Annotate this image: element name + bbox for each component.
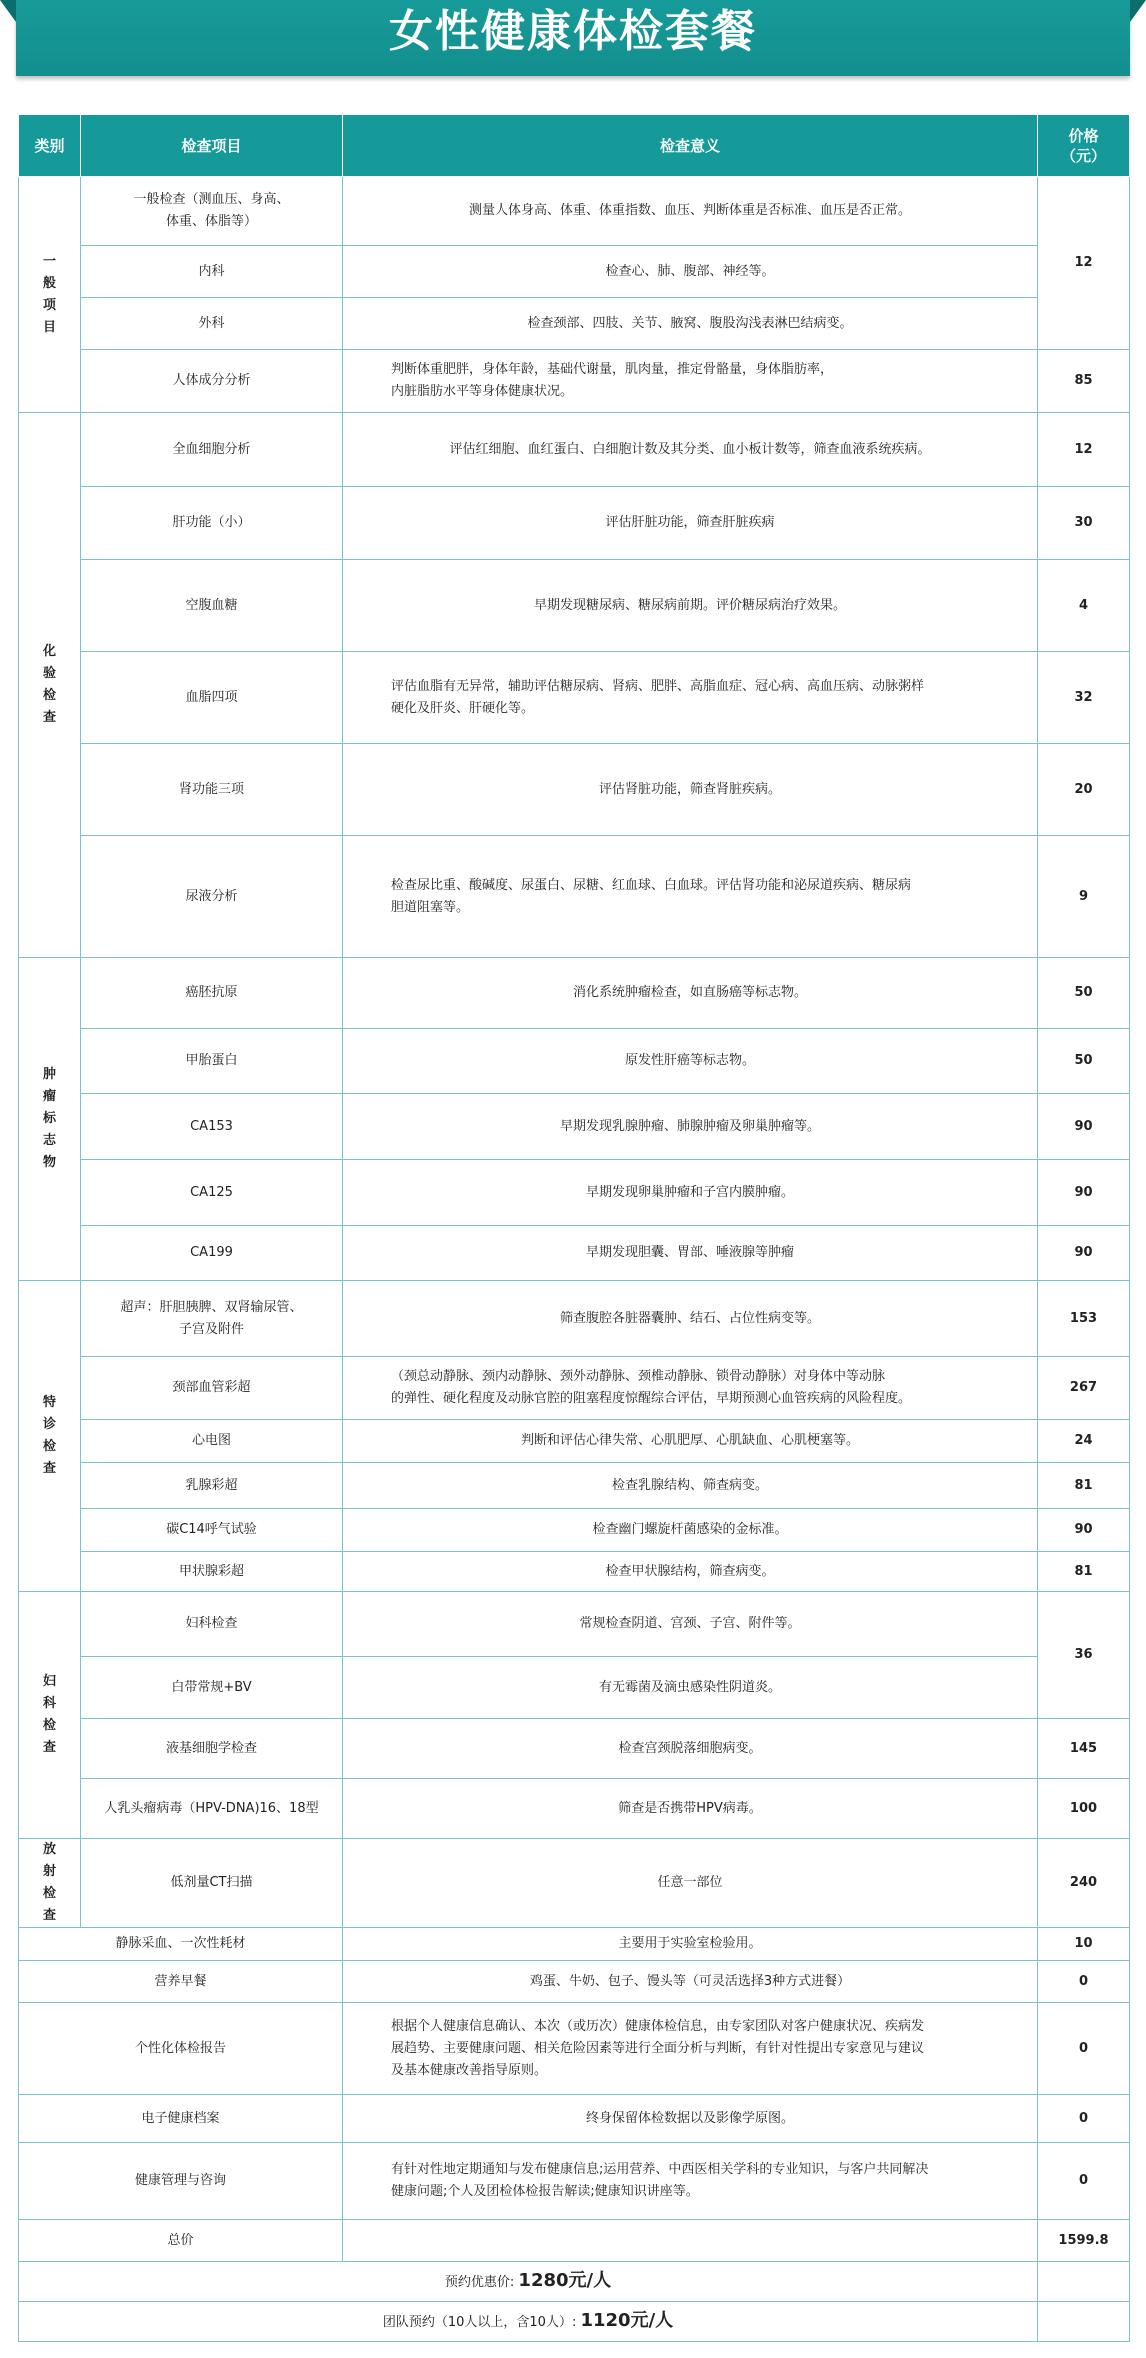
- price-cell: 36: [1038, 1592, 1130, 1719]
- meaning-cell: 早期发现卵巢肿瘤和子宫内膜肿瘤。: [343, 1160, 1038, 1226]
- meaning-cell: 鸡蛋、牛奶、包子、馒头等（可灵活选择3种方式进餐）: [343, 1961, 1038, 2003]
- price-cell: 0: [1038, 2003, 1130, 2095]
- price-cell: 12: [1038, 177, 1130, 350]
- group-empty: [1038, 2302, 1130, 2342]
- header-meaning: 检查意义: [343, 115, 1038, 177]
- item-cell: 一般检查（测血压、身高、 体重、体脂等）: [81, 177, 343, 246]
- meaning-cell: 有针对性地定期通知与发布健康信息;运用营养、中西医相关学科的专业知识，与客户共同解决 健康问题;个人及团检体检报告解读;健康知识讲座等。: [343, 2143, 1038, 2220]
- table-row: [19, 246, 1130, 298]
- meaning-cell: 早期发现糖尿病、糖尿病前期。评价糖尿病治疗效果。: [343, 560, 1038, 652]
- booking-row: [19, 2262, 1130, 2302]
- table-row: [19, 1420, 1130, 1463]
- table-row: [19, 1552, 1130, 1592]
- item-cell: 心电图: [81, 1420, 343, 1463]
- meaning-cell: 检查尿比重、酸碱度、尿蛋白、尿糖、红血球、白血球。评估肾功能和泌尿道疾病、糖尿病 胆道阻塞等。: [343, 836, 1038, 958]
- table-row: [19, 177, 1130, 246]
- category-label: 肿瘤标志物: [42, 1067, 56, 1170]
- category-label: 特诊检查: [42, 1395, 56, 1476]
- total-empty: [343, 2220, 1038, 2262]
- category-cell: [19, 1281, 81, 1592]
- table-row: [19, 298, 1130, 350]
- price-cell: 90: [1038, 1226, 1130, 1281]
- meaning-cell: 终身保留体检数据以及影像学原图。: [343, 2095, 1038, 2143]
- table-row: [19, 413, 1130, 487]
- category-label: 放射检查: [42, 1842, 56, 1923]
- title-banner: [16, 0, 1130, 76]
- table-header-row: [19, 115, 1130, 177]
- table-row: [19, 1928, 1130, 1961]
- meaning-cell: 检查乳腺结构、筛查病变。: [343, 1463, 1038, 1509]
- item-cell: 乳腺彩超: [81, 1463, 343, 1509]
- item-cell: 电子健康档案: [19, 2095, 343, 2143]
- table-row: [19, 1029, 1130, 1094]
- price-cell: 50: [1038, 958, 1130, 1029]
- meaning-cell: 评估肝脏功能，筛查肝脏疾病: [343, 487, 1038, 560]
- table-row: [19, 1657, 1130, 1719]
- item-cell: 甲状腺彩超: [81, 1552, 343, 1592]
- category-cell: [19, 1839, 81, 1928]
- meaning-cell: 判断体重肥胖，身体年龄，基础代谢量，肌肉量，推定骨骼量，身体脂肪率， 内脏脂肪水平等身体健康状况。: [343, 350, 1038, 413]
- group-label: 团队预约（10人以上，含10人）:: [382, 2314, 577, 2330]
- category-label: 妇科检查: [42, 1674, 56, 1755]
- booking-price-cell: [19, 2262, 1038, 2302]
- meaning-cell: 测量人体身高、体重、体重指数、血压、判断体重是否标准、血压是否正常。: [343, 177, 1038, 246]
- price-cell: 90: [1038, 1094, 1130, 1160]
- item-cell: 颈部血管彩超: [81, 1357, 343, 1420]
- meaning-cell: 评估红细胞、血红蛋白、白细胞计数及其分类、血小板计数等，筛查血液系统疾病。: [343, 413, 1038, 487]
- table-row: [19, 2095, 1130, 2143]
- category-cell: [19, 1592, 81, 1839]
- price-cell: 32: [1038, 652, 1130, 744]
- item-cell: 空腹血糖: [81, 560, 343, 652]
- table-row: [19, 2143, 1130, 2220]
- meaning-cell: 消化系统肿瘤检查，如直肠癌等标志物。: [343, 958, 1038, 1029]
- price-cell: 20: [1038, 744, 1130, 836]
- table-row: [19, 1719, 1130, 1779]
- price-cell: 0: [1038, 1961, 1130, 2003]
- price-cell: 9: [1038, 836, 1130, 958]
- item-cell: 癌胚抗原: [81, 958, 343, 1029]
- meaning-cell: 检查宫颈脱落细胞病变。: [343, 1719, 1038, 1779]
- price-cell: 267: [1038, 1357, 1130, 1420]
- item-cell: 碳C14呼气试验: [81, 1509, 343, 1552]
- item-cell: 健康管理与咨询: [19, 2143, 343, 2220]
- price-cell: 12: [1038, 413, 1130, 487]
- category-cell: [19, 177, 81, 413]
- price-cell: 0: [1038, 2095, 1130, 2143]
- table-row: [19, 1509, 1130, 1552]
- table-row: [19, 1839, 1130, 1928]
- item-cell: CA199: [81, 1226, 343, 1281]
- table-row: [19, 1226, 1130, 1281]
- item-cell: 血脂四项: [81, 652, 343, 744]
- meaning-cell: 主要用于实验室检验用。: [343, 1928, 1038, 1961]
- table-row: [19, 2003, 1130, 2095]
- item-cell: 内科: [81, 246, 343, 298]
- price-cell: 145: [1038, 1719, 1130, 1779]
- meaning-cell: 早期发现胆囊、胃部、唾液腺等肿瘤: [343, 1226, 1038, 1281]
- price-cell: 100: [1038, 1779, 1130, 1839]
- table-row: [19, 744, 1130, 836]
- booking-value: 1280元/人: [518, 2269, 612, 2291]
- total-price: 1599.8: [1038, 2220, 1130, 2262]
- item-cell: 尿液分析: [81, 836, 343, 958]
- meaning-cell: 筛查是否携带HPV病毒。: [343, 1779, 1038, 1839]
- price-cell: 10: [1038, 1928, 1130, 1961]
- item-cell: 人乳头瘤病毒（HPV-DNA)16、18型: [81, 1779, 343, 1839]
- item-cell: CA153: [81, 1094, 343, 1160]
- table-row: [19, 487, 1130, 560]
- item-cell: 低剂量CT扫描: [81, 1839, 343, 1928]
- item-cell: 肾功能三项: [81, 744, 343, 836]
- table-row: [19, 1592, 1130, 1657]
- table-row: [19, 1281, 1130, 1357]
- price-cell: 81: [1038, 1463, 1130, 1509]
- meaning-cell: 常规检查阴道、宫颈、子宫、附件等。: [343, 1592, 1038, 1657]
- item-cell: 外科: [81, 298, 343, 350]
- item-cell: 甲胎蛋白: [81, 1029, 343, 1094]
- table-row: [19, 1160, 1130, 1226]
- group-value: 1120元/人: [580, 2309, 674, 2331]
- table-row: [19, 1961, 1130, 2003]
- header-category: 类别: [19, 115, 81, 177]
- table-row: [19, 1779, 1130, 1839]
- meaning-cell: （颈总动静脉、颈内动静脉、颈外动静脉、颈椎动静脉、锁骨动静脉）对身体中等动脉 的弹性、硬化程度及动脉官腔的阻塞程度惊醒综合评估，早期预测心血管疾病的风险程度。: [343, 1357, 1038, 1420]
- banner-fold-right: [1130, 0, 1146, 22]
- table-row: [19, 836, 1130, 958]
- meaning-cell: 早期发现乳腺肿瘤、肺腺肿瘤及卵巢肿瘤等。: [343, 1094, 1038, 1160]
- meaning-cell: 有无霉菌及滴虫感染性阴道炎。: [343, 1657, 1038, 1719]
- price-cell: 24: [1038, 1420, 1130, 1463]
- price-cell: 85: [1038, 350, 1130, 413]
- price-cell: 90: [1038, 1160, 1130, 1226]
- category-label: 一般项目: [42, 253, 56, 335]
- item-cell: 静脉采血、一次性耗材: [19, 1928, 343, 1961]
- item-cell: 营养早餐: [19, 1961, 343, 2003]
- meaning-cell: 任意一部位: [343, 1839, 1038, 1928]
- group-row: [19, 2302, 1130, 2342]
- meaning-cell: 评估肾脏功能，筛查肾脏疾病。: [343, 744, 1038, 836]
- checkup-table: [18, 114, 1130, 2342]
- header-price: 价格 （元）: [1038, 115, 1130, 177]
- table-row: [19, 1094, 1130, 1160]
- item-cell: CA125: [81, 1160, 343, 1226]
- meaning-cell: 判断和评估心律失常、心肌肥厚、心肌缺血、心肌梗塞等。: [343, 1420, 1038, 1463]
- price-cell: 0: [1038, 2143, 1130, 2220]
- meaning-cell: 评估血脂有无异常，辅助评估糖尿病、肾病、肥胖、高脂血症、冠心病、高血压病、动脉粥样 硬化及肝炎、肝硬化等。: [343, 652, 1038, 744]
- item-cell: 超声：肝胆胰脾、双肾输尿管、 子宫及附件: [81, 1281, 343, 1357]
- total-row: [19, 2220, 1130, 2262]
- price-cell: 153: [1038, 1281, 1130, 1357]
- meaning-cell: 检查甲状腺结构，筛查病变。: [343, 1552, 1038, 1592]
- item-cell: 液基细胞学检查: [81, 1719, 343, 1779]
- category-label: 化验检查: [42, 644, 56, 725]
- item-cell: 肝功能（小）: [81, 487, 343, 560]
- price-cell: 30: [1038, 487, 1130, 560]
- table-row: [19, 1357, 1130, 1420]
- booking-empty: [1038, 2262, 1130, 2302]
- item-cell: 白带常规+BV: [81, 1657, 343, 1719]
- page-title: 女性健康体检套餐: [389, 6, 757, 57]
- meaning-cell: 筛查腹腔各脏器囊肿、结石、占位性病变等。: [343, 1281, 1038, 1357]
- price-cell: 240: [1038, 1839, 1130, 1928]
- booking-label: 预约优惠价:: [444, 2274, 515, 2290]
- item-cell: 人体成分分析: [81, 350, 343, 413]
- table-row: [19, 560, 1130, 652]
- meaning-cell: 原发性肝癌等标志物。: [343, 1029, 1038, 1094]
- meaning-cell: 根据个人健康信息确认、本次（或历次）健康体检信息，由专家团队对客户健康状况、疾病发 展趋势、主要健康问题、相关危险因素等进行全面分析与判断，有针对性提出专家意见与建议 及基本健康改善指导原则。: [343, 2003, 1038, 2095]
- header-item: 检查项目: [81, 115, 343, 177]
- table-row: [19, 1463, 1130, 1509]
- total-label: 总价: [19, 2220, 343, 2262]
- table-row: [19, 958, 1130, 1029]
- table-row: [19, 652, 1130, 744]
- price-cell: 81: [1038, 1552, 1130, 1592]
- table-row: [19, 350, 1130, 413]
- price-cell: 4: [1038, 560, 1130, 652]
- item-cell: 个性化体检报告: [19, 2003, 343, 2095]
- meaning-cell: 检查颈部、四肢、关节、腋窝、腹股沟浅表淋巴结病变。: [343, 298, 1038, 350]
- group-price-cell: [19, 2302, 1038, 2342]
- meaning-cell: 检查幽门螺旋杆菌感染的金标准。: [343, 1509, 1038, 1552]
- category-cell: [19, 958, 81, 1281]
- price-cell: 90: [1038, 1509, 1130, 1552]
- item-cell: 妇科检查: [81, 1592, 343, 1657]
- category-cell: [19, 413, 81, 958]
- item-cell: 全血细胞分析: [81, 413, 343, 487]
- banner-fold-left: [0, 0, 16, 22]
- meaning-cell: 检查心、肺、腹部、神经等。: [343, 246, 1038, 298]
- price-cell: 50: [1038, 1029, 1130, 1094]
